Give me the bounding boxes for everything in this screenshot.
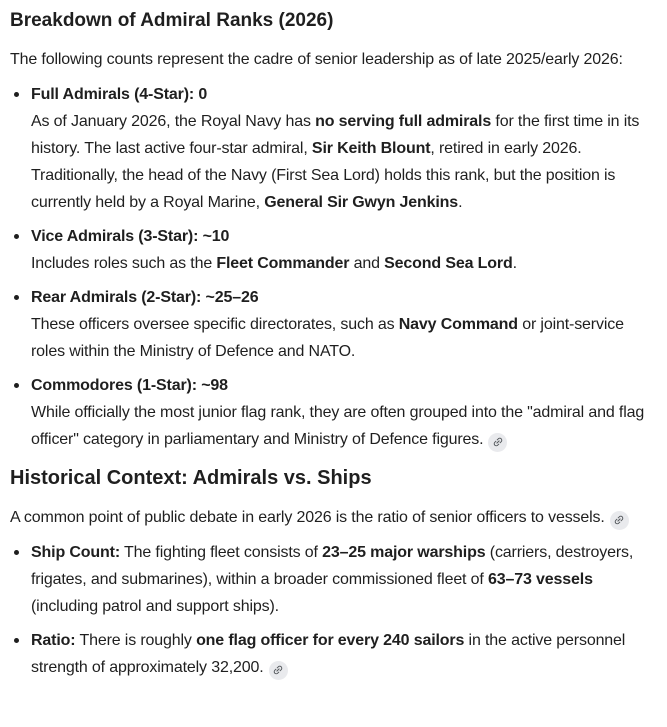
rank-title: Commodores (1-Star): ~98: [31, 377, 228, 394]
bold-run: 63–73 vessels: [488, 571, 593, 588]
link-icon: [492, 436, 504, 448]
rank-title: Rear Admirals (2-Star): ~25–26: [31, 289, 259, 306]
text-run: , retired in early 2026. Traditionally, the head of the Navy (First Sea Lord) holds this rank, but the position is currently held by a Royal Marine,: [31, 140, 616, 211]
bold-run: Ratio:: [31, 632, 76, 649]
source-citation-chip[interactable]: [610, 511, 629, 530]
bold-run: Sir Keith Blount: [311, 140, 431, 157]
bold-run: General Sir Gwyn Jenkins: [264, 194, 459, 211]
link-icon: [613, 514, 625, 526]
intro-paragraph: [10, 46, 659, 73]
text-run: or joint-service roles within the Ministry of Defence and NATO.: [31, 316, 624, 360]
text-run: Includes roles such as the: [31, 255, 217, 272]
source-citation-chip[interactable]: [488, 433, 507, 452]
text-run: As of January 2026, the Royal Navy has: [31, 113, 316, 130]
bold-run: Navy Command: [398, 316, 518, 333]
bold-run: 23–25 major warships: [322, 544, 486, 561]
rank-description: [31, 250, 659, 277]
text-run: (carriers, destroyers, frigates, and submarines), within a broader commissioned fleet of: [31, 544, 634, 588]
rank-description: [31, 311, 659, 365]
fleet-description: [31, 539, 659, 620]
context-paragraph: [10, 504, 659, 531]
text-run: in the active personnel strength of approximately 32,200.: [31, 632, 626, 676]
fleet-description: [31, 627, 659, 681]
section-heading-admiral-ranks: Breakdown of Admiral Ranks (2026): [10, 10, 334, 31]
bold-run: Fleet Commander: [216, 255, 350, 272]
bold-run: Ship Count:: [31, 544, 120, 561]
bold-run: no serving full admirals: [315, 113, 492, 130]
fleet-list: [10, 539, 659, 681]
section-heading-historical-context: Historical Context: Admirals vs. Ships: [10, 467, 372, 489]
list-item-ship-count: [10, 539, 659, 620]
text-run: The fighting fleet consists of: [120, 544, 323, 561]
list-item-vice-admirals: [10, 223, 659, 277]
text-run: .: [512, 255, 517, 272]
text-run: for the first time in its history. The last active four-star admiral,: [31, 113, 640, 157]
text-run: There is roughly: [75, 632, 197, 649]
list-item-ratio: [10, 627, 659, 681]
rank-description: [31, 108, 659, 216]
rank-title: Vice Admirals (3-Star): ~10: [31, 228, 230, 245]
text-run: and: [349, 255, 385, 272]
text-run: A common point of public debate in early 2026 is the ratio of senior officers to vessels.: [10, 509, 605, 526]
text-run: These officers oversee specific directorates, such as: [31, 316, 399, 333]
link-icon: [272, 664, 284, 676]
source-citation-chip[interactable]: [269, 661, 288, 680]
list-item-rear-admirals: [10, 284, 659, 365]
text-run: The following counts represent the cadre of senior leadership as of late 2025/early 2026:: [10, 51, 623, 68]
list-item-full-admirals: [10, 81, 659, 216]
rank-description: [31, 399, 659, 453]
bold-run: one flag officer for every 240 sailors: [196, 632, 465, 649]
text-run: While officially the most junior flag rank, they are often grouped into the "admiral and flag officer" category in parliamentary and Ministry of Defence figures.: [31, 404, 645, 448]
text-run: (including patrol and support ships).: [31, 598, 279, 615]
admiral-ranks-list: [10, 81, 659, 453]
list-item-commodores: [10, 372, 659, 453]
text-run: .: [458, 194, 463, 211]
rank-title: Full Admirals (4-Star): 0: [31, 86, 208, 103]
bold-run: Second Sea Lord: [384, 255, 513, 272]
